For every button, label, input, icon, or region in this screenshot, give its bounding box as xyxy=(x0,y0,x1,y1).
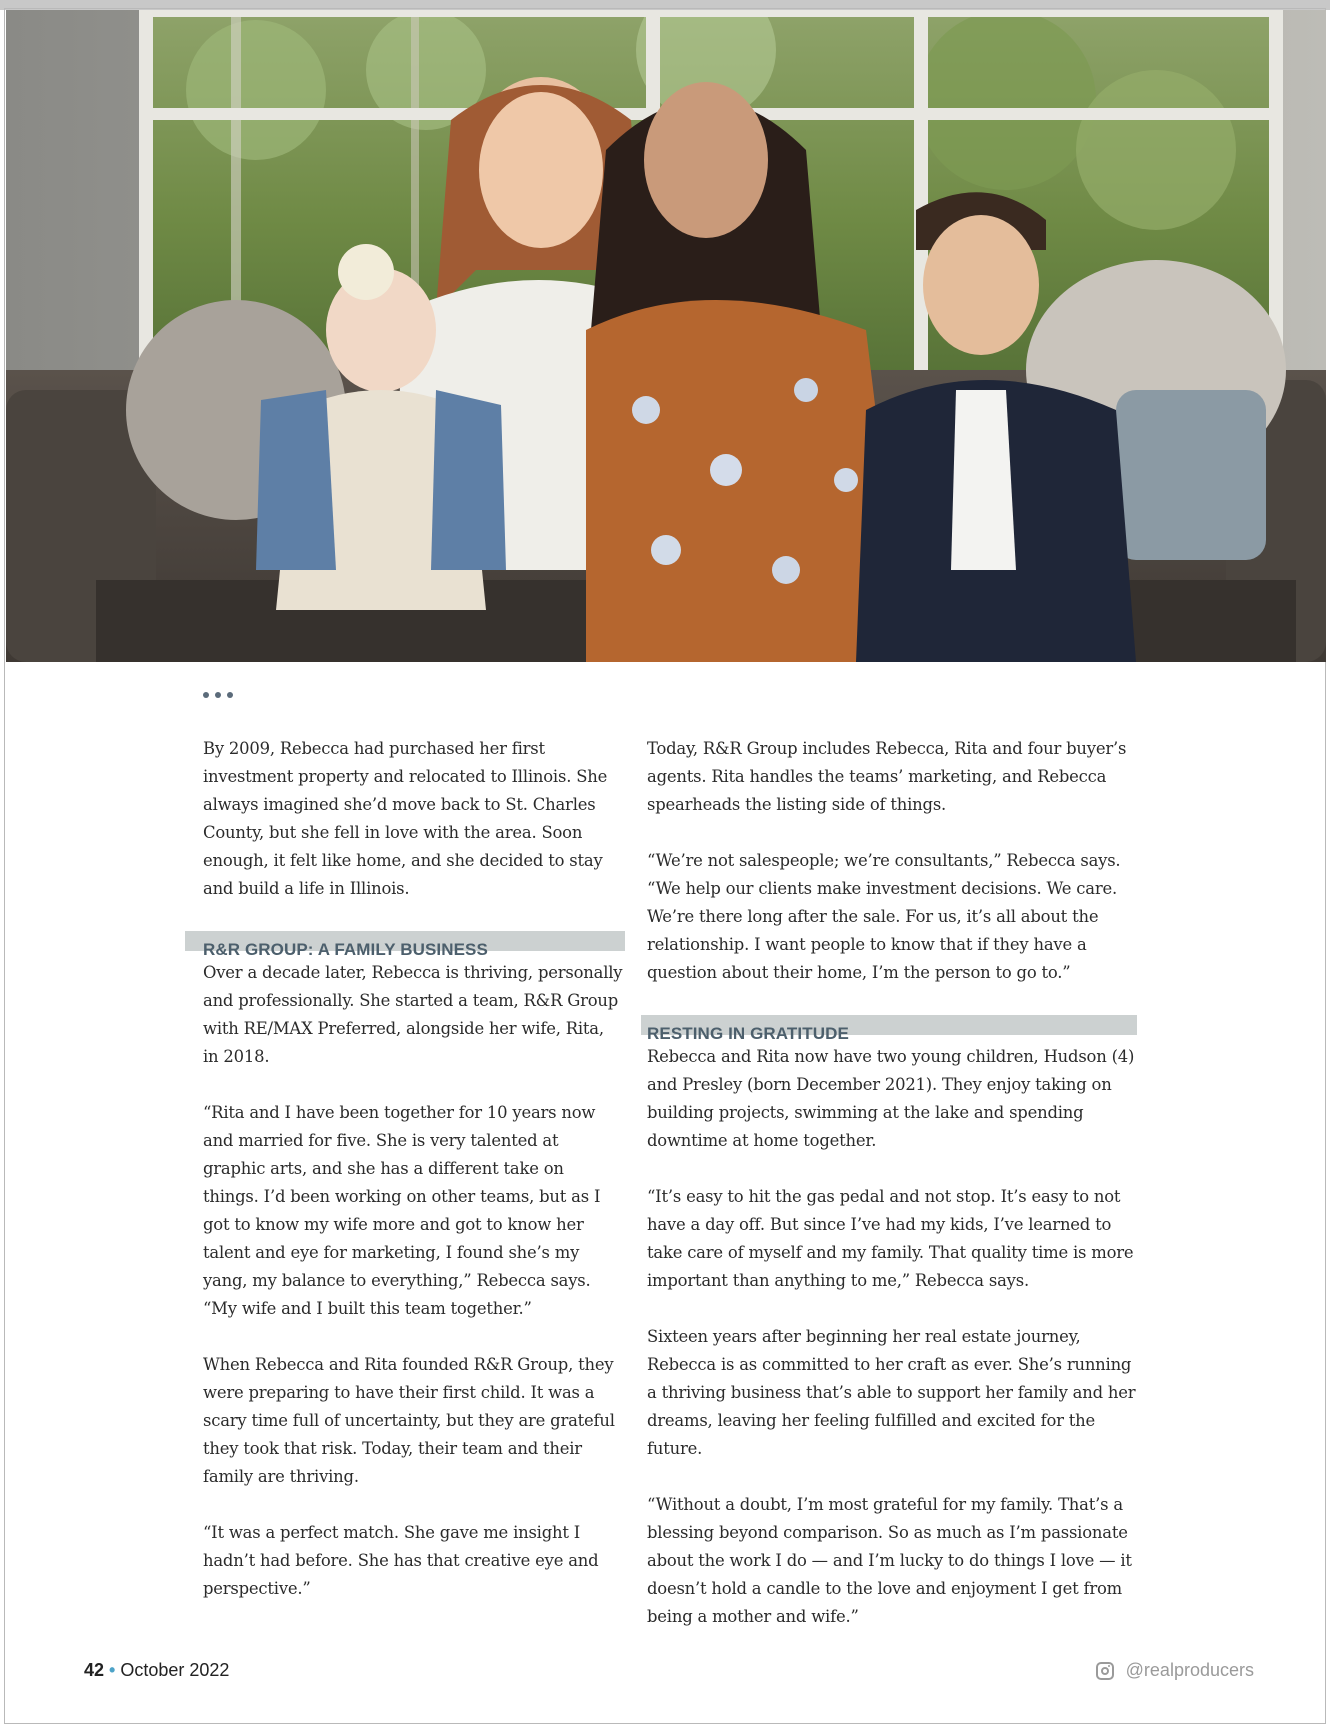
folio-separator: • xyxy=(109,1660,116,1680)
section-heading-gratitude xyxy=(647,1015,1137,1043)
social-handle xyxy=(1096,1660,1254,1681)
section-heading-family-business xyxy=(203,931,623,959)
paragraph: Today, R&R Group includes Rebecca, Rita and four buyer’s agents. Rita handles the teams’ marketing, and Rebecca spearheads the listing side of things. xyxy=(647,739,1127,814)
paragraph: “We’re not salespeople; we’re consultants,” Rebecca says. “We help our clients make investment decisions. We care. We’re there long after the sale. For us, it’s all about the relationship. I want people to know that if they have a question about their home, I’m the person to go to.” xyxy=(647,851,1121,982)
feature-photo xyxy=(6,10,1326,662)
instagram-icon xyxy=(1096,1662,1114,1680)
right-column xyxy=(647,735,1137,1631)
left-column xyxy=(203,735,623,1603)
issue-date: October 2022 xyxy=(120,1660,230,1680)
dot xyxy=(215,692,221,698)
paragraph: “It was a perfect match. She gave me insight I hadn’t had before. She has that creative eye and perspective.” xyxy=(203,1523,599,1598)
heading-label: R&R GROUP: A FAMILY BUSINESS xyxy=(203,940,488,959)
dot xyxy=(203,692,209,698)
ellipsis-dots-icon xyxy=(203,692,233,698)
paragraph: “It’s easy to hit the gas pedal and not stop. It’s easy to not have a day off. But since I’ve had my kids, I’ve learned to take care of myself and my family. That quality time is more important than anything to me,” Rebecca says. xyxy=(647,1187,1134,1290)
social-handle-text: @realproducers xyxy=(1125,1660,1254,1680)
paragraph: “Without a doubt, I’m most grateful for my family. That’s a blessing beyond comparison. So as much as I’m passionate about the work I do — and I’m lucky to do things I love — it doesn’t hold a candle to the love and enjoyment I get from being a mother and wife.” xyxy=(647,1495,1132,1626)
page-folio xyxy=(84,1660,229,1681)
paragraph: Rebecca and Rita now have two young children, Hudson (4) and Presley (born December 2021). They enjoy taking on building projects, swimming at the lake and spending downtime at home together. xyxy=(647,1047,1135,1150)
heading-label: RESTING IN GRATITUDE xyxy=(647,1024,849,1043)
paragraph: Sixteen years after beginning her real estate journey, Rebecca is as committed to her craft as ever. She’s running a thriving business that’s able to support her family and her dreams, leaving her feeling fulfilled and excited for the future. xyxy=(647,1327,1136,1458)
paragraph: When Rebecca and Rita founded R&R Group, they were preparing to have their first child. It was a scary time full of uncertainty, but they are grateful they took that risk. Today, their team and their family are thriving. xyxy=(203,1355,615,1486)
paragraph: Over a decade later, Rebecca is thriving, personally and professionally. She started a team, R&R Group with RE/MAX Preferred, alongside her wife, Rita, in 2018. xyxy=(203,963,623,1066)
page-number: 42 xyxy=(84,1660,105,1680)
dot xyxy=(227,692,233,698)
paragraph: “Rita and I have been together for 10 years now and married for five. She is very talented at graphic arts, and she has a different take on things. I’d been working on other teams, but as I got to know my wife more and got to know her talent and eye for marketing, I found she’s my yang, my balance to everything,” Rebecca says. “My wife and I built this team together.” xyxy=(203,1103,601,1318)
paragraph: By 2009, Rebecca had purchased her first investment property and relocated to Illinois. She always imagined she’d move back to St. Charles County, but she fell in love with the area. Soon enough, it felt like home, and she decided to stay and build a life in Illinois. xyxy=(203,739,608,898)
